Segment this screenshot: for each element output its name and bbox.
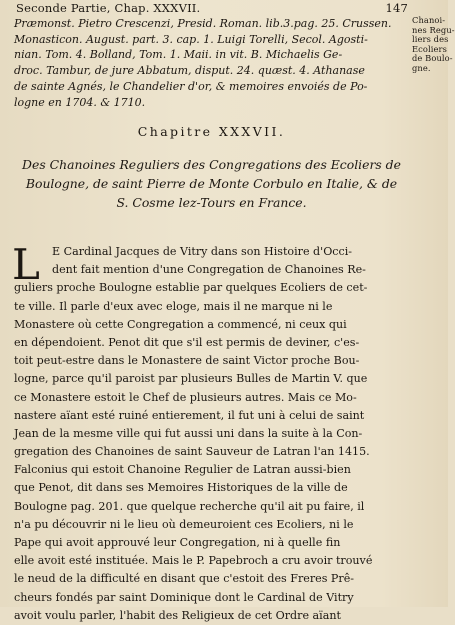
margin-note [412, 15, 455, 74]
reference-line: de sainte Agnés, le Chandelier d'or, & memoires envoiés de Po- [14, 79, 368, 93]
body-line: toit peut-estre dans le Monastere de saint Victor proche Bou- [14, 354, 360, 368]
body-line: en dépendoient. Penot dit que s'il est permis de deviner, c'es- [14, 335, 360, 349]
body-line: avoit voulu parler, l'habit des Religieux de cet Ordre aïant [14, 608, 341, 622]
body-line: Boulogne pag. 201. que quelque recherche qu'il ait pu faire, il [14, 499, 365, 513]
drop-cap: L [12, 240, 40, 289]
running-head [16, 1, 408, 15]
reference-line: Præmonst. Pietro Crescenzi, Presid. Roman. lib.3.pag. 25. Crussen. [14, 17, 392, 30]
page-number: 147 [385, 1, 408, 15]
body-line: Jean de la mesme ville qui fut aussi uni dans la suite à la Con- [14, 426, 363, 440]
margin-note-line: nes Regu- [412, 24, 455, 35]
body-line: nastere aïant esté ruiné entierement, il fut uni à celui de saint [14, 408, 365, 422]
body-line: Pape qui avoit approuvé leur Congregation, ni à quelle fin [14, 536, 341, 549]
body-line: cheurs fondés par saint Dominique dont le Cardinal de Vitry [14, 590, 354, 604]
references-block [14, 16, 409, 110]
margin-note-line: Ecoliers [412, 43, 447, 54]
reference-line: nian. Tom. 4. Bolland, Tom. 1. Maii. in vit. B. Michaelis Ge- [14, 48, 343, 62]
body-line: n'a pu découvrir ni le lieu où demeuroient ces Ecoliers, ni le [14, 517, 354, 531]
body-line: E Cardinal Jacques de Vitry dans son Histoire d'Occi- [52, 245, 353, 258]
body-line: guliers proche Boulogne establie par quelques Ecoliers de cet- [14, 281, 368, 295]
reference-line: droc. Tambur, de jure Abbatum, disput. 24. quæst. 4. Athanase [14, 64, 365, 78]
body-text [12, 240, 409, 625]
margin-note-line: gne. [412, 62, 431, 73]
body-line: logne, parce qu'il paroist par plusieurs Bulles de Martin V. que [14, 372, 368, 386]
body-line: que Penot, dit dans ses Memoires Historiques de la ville de [14, 481, 348, 495]
body-line: Monastere où cette Congregation a commencé, ni ceux qui [14, 317, 347, 331]
margin-note-line: Chanoi- [412, 15, 446, 25]
chapter-title [14, 155, 409, 212]
body-line: ce Monastere estoit le Chef de plusieurs autres. Mais ce Mo- [14, 390, 357, 404]
running-head-title: Seconde Partie, Chap. XXXVII. [16, 1, 201, 15]
reference-line: logne en 1704. & 1710. [14, 95, 146, 109]
body-line: Falconius qui estoit Chanoine Regulier de Latran aussi-bien [14, 463, 351, 477]
body-line: te ville. Il parle d'eux avec eloge, mais il ne marque ni le [14, 299, 333, 313]
body-line: gregation des Chanoines de saint Sauveur de Latran l'an 1415. [14, 445, 370, 459]
chapter-title-line: Boulogne, de saint Pierre de Monte Corbulo en Italie, & de [25, 176, 398, 191]
body-line: elle avoit esté instituée. Mais le P. Papebroch a cru avoir trouvé [14, 554, 373, 568]
chapter-title-line: Des Chanoines Reguliers des Congregations des Ecoliers de [22, 157, 401, 172]
body-line: le neud de la difficulté en disant que c'estoit des Freres Prê- [14, 572, 355, 586]
chapter-heading: Chapitre XXXVII. [137, 124, 286, 139]
reference-line: Monasticon. August. part. 3. cap. 1. Luigi Torelli, Secol. Agosti- [14, 32, 368, 46]
chapter-title-line: S. Cosme lez-Tours en France. [116, 195, 307, 210]
body-line: dent fait mention d'une Congregation de Chanoines Re- [52, 263, 366, 277]
margin-note-line: liers des [412, 34, 449, 45]
margin-note-line: de Boulo- [412, 53, 453, 64]
